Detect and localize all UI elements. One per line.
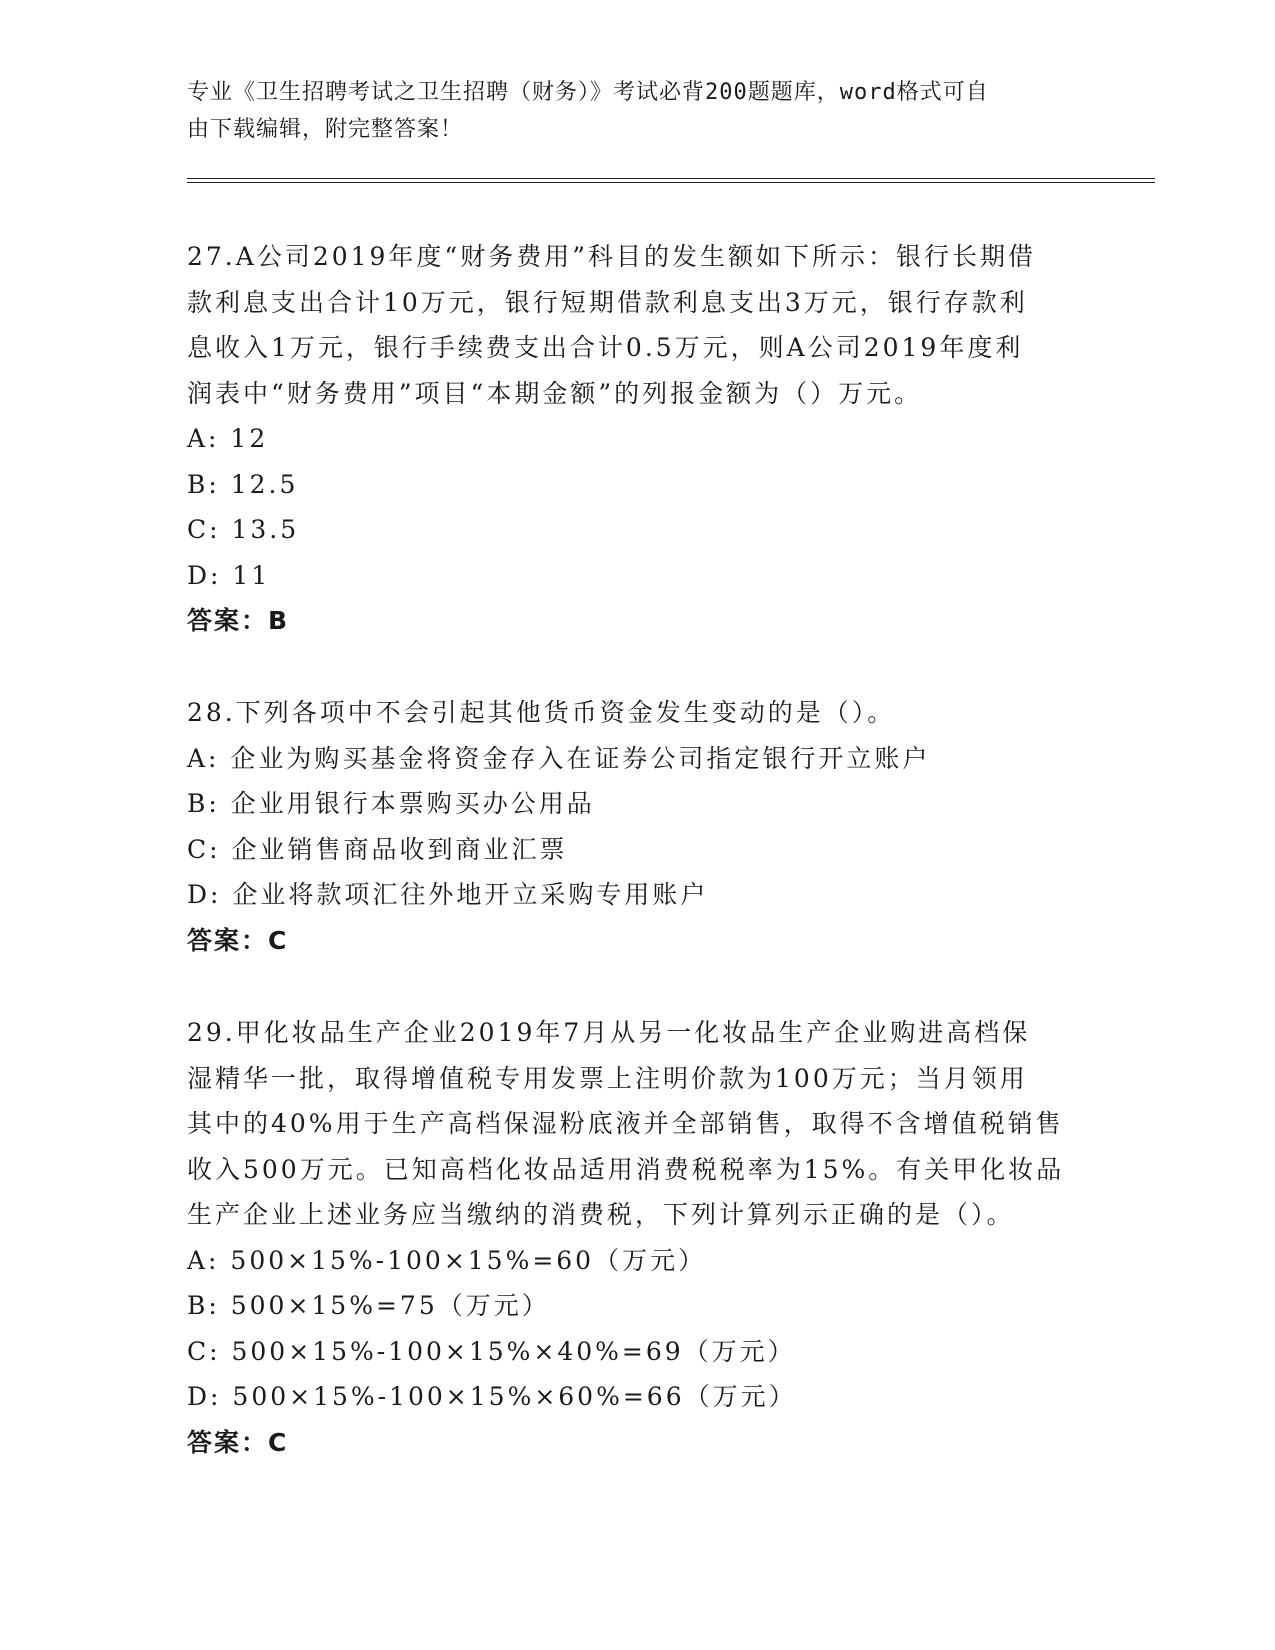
option-d: D: 企业将款项汇往外地开立采购专用账户 xyxy=(187,880,709,909)
option-b: B: 500×15%=75（万元） xyxy=(187,1291,550,1320)
option-b: B: 企业用银行本票购买办公用品 xyxy=(187,789,595,818)
question-27 xyxy=(187,234,1077,644)
answer-label: 答案：C xyxy=(187,1427,289,1457)
header-line-1: 专业《卫生招聘考试之卫生招聘（财务）》考试必背200题题库，word格式可自 xyxy=(187,80,989,105)
question-stem xyxy=(187,690,1077,736)
stem-line: 生产企业上述业务应当缴纳的消费税，下列计算列示正确的是（）。 xyxy=(187,1200,1015,1229)
header-divider-top xyxy=(187,178,1155,179)
option-c: C: 500×15%-100×15%×40%=69（万元） xyxy=(187,1336,796,1366)
stem-line: 息收入1万元，银行手续费支出合计0.5万元，则A公司2019年度利 xyxy=(187,333,1024,362)
answer-label: 答案：C xyxy=(187,925,289,955)
answer-label: 答案：B xyxy=(187,606,290,635)
option-a: A: 500×15%-100×15%=60（万元） xyxy=(187,1245,707,1275)
option-a: A: 12 xyxy=(187,424,269,453)
question-28 xyxy=(187,690,1077,963)
stem-line: 其中的40%用于生产高档保湿粉底液并全部销售，取得不含增值税销售 xyxy=(187,1109,1064,1138)
stem-line: 29.甲化妆品生产企业2019年7月从另一化妆品生产企业购进高档保 xyxy=(187,1018,1031,1047)
option-c: C: 企业销售商品收到商业汇票 xyxy=(187,834,568,864)
header-line-2: 由下载编辑，附完整答案！ xyxy=(187,117,464,142)
option-b: B: 12.5 xyxy=(187,469,299,499)
stem-line: 润表中“财务费用”项目“本期金额”的列报金额为（）万元。 xyxy=(187,378,923,408)
document-header xyxy=(187,74,1067,148)
option-d: D: 500×15%-100×15%×60%=66（万元） xyxy=(187,1382,797,1411)
question-stem xyxy=(187,234,1077,416)
question-stem xyxy=(187,1010,1077,1238)
stem-line: 湿精华一批，取得增值税专用发票上注明价款为100万元；当月领用 xyxy=(187,1063,1028,1093)
stem-line: 款利息支出合计10万元，银行短期借款利息支出3万元，银行存款利 xyxy=(187,287,1028,317)
stem-line: 27.A公司2019年度“财务费用”科目的发生额如下所示：银行长期借 xyxy=(187,242,1036,271)
stem-line: 收入500万元。已知高档化妆品适用消费税税率为15%。有关甲化妆品 xyxy=(187,1154,1065,1184)
stem-line: 28.下列各项中不会引起其他货币资金发生变动的是（）。 xyxy=(187,698,896,727)
header-divider-bottom xyxy=(187,182,1155,183)
option-d: D: 11 xyxy=(187,560,271,590)
option-a: A: 企业为购买基金将资金存入在证券公司指定银行开立账户 xyxy=(187,743,931,773)
option-c: C: 13.5 xyxy=(187,515,300,544)
question-29 xyxy=(187,1010,1077,1465)
